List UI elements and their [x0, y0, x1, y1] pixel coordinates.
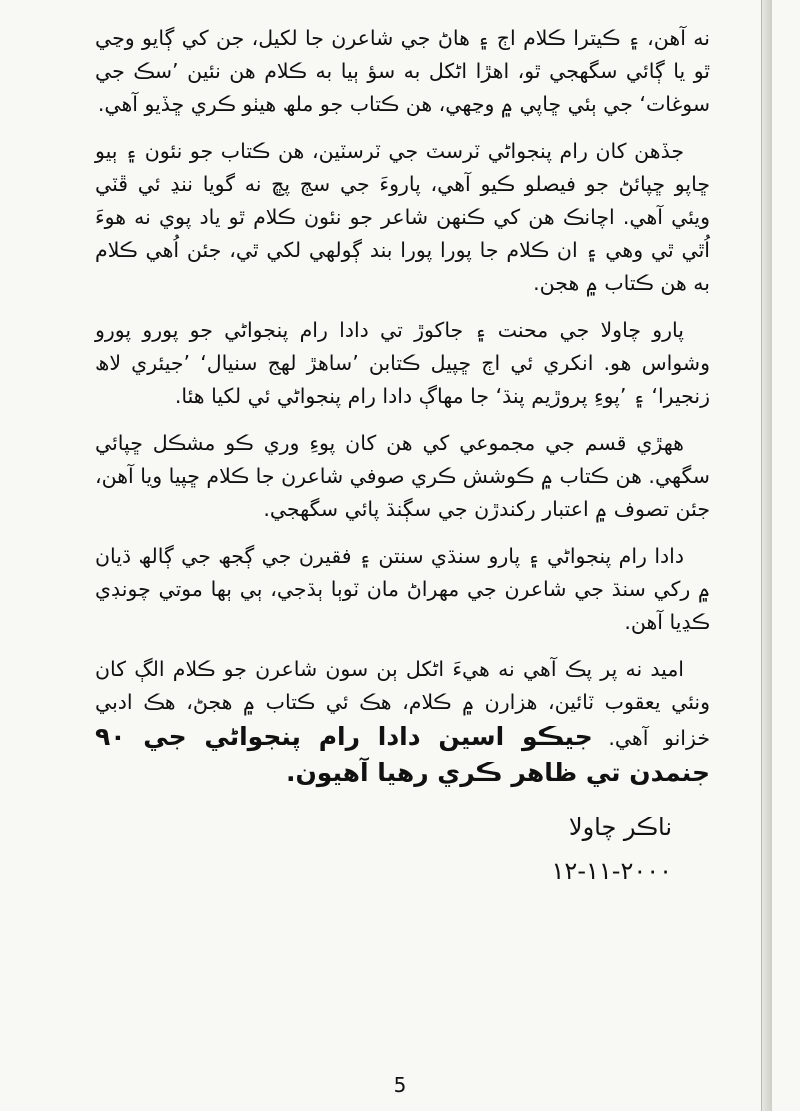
signature-name: ناڪر چاولا — [568, 813, 672, 841]
paragraph-1: نه آهن، ۽ ڪيترا ڪلام اڄ ۽ هاڻ جي شاعرن جا لکيل، جن کي ڳايو وڃي ٿو يا ڳائي سگهجي ٿو، اهڙا اڻکل به سؤ ٻيا به ڪلام هن نئين ’سڪ جي سوغات‘ جي ٻئي ڇاپي ۾ وڃهي، هن ڪتاب جو ملھ هيٺو ڪري ڇڏيو آهي. — [95, 26, 710, 116]
paragraph-5: دادا رام پنجواڻي ۽ پارو سنڌي سنتن ۽ فقيرن جي ڳجھ جي ڳالھ ڌيان ۾ رکي سنڌ جي شاعرن جي مهراڻ مان ٽوٻا ٻڌجي، ٻي ٻها موتي چونڊي ڪڍيا آهن. — [95, 544, 710, 634]
signature-block — [95, 805, 710, 893]
paragraph-4: ههڙي قسم جي مجموعي کي هن کان پوءِ وري ڪو مشڪل ڇپائي سگهي. هن ڪتاب ۾ ڪوشش ڪري صوفي شاعرن جا ڪلام ڇپيا ويا آهن، جئن تصوف ۾ اعتبار رکندڙن جي سڳنڌ پائي سگهجي. — [95, 431, 710, 521]
paragraph-6-text: اميد نه پر پڪ آهي نه هيءَ اڻکل ٻن سون شاعرن جو ڪلام الڳ کان ونئي يعقوب ٽائين، هزارن ۾ ڪلام، هڪ ئي ڪتاب ۾ هجڻ، هڪ ادبي خزانو آهي. — [95, 657, 710, 750]
signature-date: ٢٠٠٠-١١-١٢ — [551, 857, 672, 885]
page-binding-edge — [761, 0, 772, 1111]
paragraph-2: جڏهن کان رام پنجواڻي ٽرسٽ جي ٽرسٽين، هن ڪتاب جو نئون ۽ ٻيو ڇاپو ڇپائڻ جو فيصلو ڪيو آهي، پاروءَ جي سڄ پڇ نه گويا ننڍ ئي ڦٽي ويئي آهي. اچانڪ هن کي ڪنهن شاعر جو نئون ڪلام ٿو ياد پوي نه هوءَ اُٿي ٿي وهي ۽ ان ڪلام جا پورا پورا بند ڳولهي لکي ٿي، جئن اُهي ڪلام به هن ڪتاب ۾ هجن. — [95, 139, 710, 295]
paragraph-6 — [95, 653, 710, 791]
closing-statement: جيڪو اسين دادا رام پنجواڻي جي ٩٠ جنمدن تي ظاهر ڪري رهيا آهيون. — [95, 722, 710, 787]
paragraph-3: پارو چاولا جي محنت ۽ جاکوڙ تي دادا رام پنجواڻي جو پورو پورو وشواس هو. انکري ئي اڄ ڇپيل ڪتابن ’ساهڙ لهج سنيال‘ ’جيئري لاھ زنجيرا‘ ۽ ’پوءِ پروڙيم پنڌ‘ جا مهاڳ دادا رام پنجواڻي ئي لکيا هئا. — [95, 318, 710, 408]
body-text — [95, 22, 710, 791]
page-number: 5 — [393, 1073, 407, 1097]
